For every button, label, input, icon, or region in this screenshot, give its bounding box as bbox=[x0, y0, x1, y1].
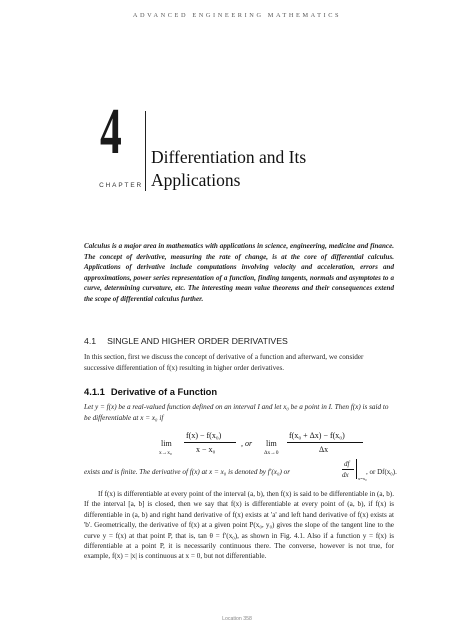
fraction-2-numerator: f(x₀ + Δx) − f(x₀) bbox=[289, 431, 345, 440]
chapter-title bbox=[151, 146, 411, 192]
subsection-number: 4.1.1 bbox=[84, 386, 105, 397]
location-indicator: Location 358 bbox=[222, 616, 252, 622]
chapter-abstract: Calculus is a major area in mathematics with applications in science, engineering, medicine and finance. The concept of derivative, measuring the rate of change, is at the core of differential calculus. Applications of derivative include computations involving velocity and acceleration, errors and approximations, power series representation of a function, finding tangents, normals and asymptotes to a curve, determining curvature, etc. The interesting mean value theorems and their consequences extend the scope of differential calculus further. bbox=[84, 242, 394, 303]
limit-1-subscript: x→x₀ bbox=[159, 450, 172, 456]
leibniz-numerator: df bbox=[344, 460, 350, 468]
chapter-label: CHAPTER bbox=[99, 182, 143, 189]
section-intro: In this section, first we discuss the concept of derivative of a function and afterward, we consider successive differentiation of f(x) resulting in higher order derivatives. bbox=[84, 353, 364, 372]
definition-text: Let y = f(x) be a real-valued function defined on an interval I and let x₀ be a point in I. Then f(x) is said to be differentiable at x = x₀ if bbox=[84, 403, 389, 422]
fraction-1-denominator: x − x₀ bbox=[196, 445, 216, 454]
leibniz-denominator: dx bbox=[342, 471, 349, 479]
or-separator: , or bbox=[241, 439, 253, 448]
running-head: ADVANCED ENGINEERING MATHEMATICS bbox=[132, 12, 342, 19]
section-number: 4.1 bbox=[84, 336, 97, 346]
fraction-2-bar bbox=[287, 442, 363, 443]
limit-1: lim bbox=[161, 439, 172, 448]
fraction-2-denominator: Δx bbox=[319, 445, 329, 454]
chapter-divider bbox=[145, 111, 146, 191]
notation-tail: , or Df(x₀). bbox=[366, 468, 397, 476]
limit-2: lim bbox=[266, 439, 277, 448]
subsection-title: Derivative of a Function bbox=[110, 386, 218, 397]
section-heading bbox=[84, 336, 404, 346]
derivative-notation bbox=[84, 460, 404, 481]
exists-text: exists and is finite. The derivative of f(x) at x = x₀ is denoted by f′(x₀) or bbox=[84, 468, 291, 476]
limit-2-subscript: Δx→0 bbox=[264, 450, 279, 456]
evaluation-bar bbox=[356, 459, 357, 479]
subsection-heading bbox=[84, 386, 404, 397]
fraction-1-bar bbox=[184, 442, 236, 443]
derivative-leibniz bbox=[336, 459, 406, 483]
leibniz-subscript: x=x₀ bbox=[358, 476, 367, 481]
chapter-number: 4 bbox=[100, 95, 122, 168]
differentiability-paragraph: If f(x) is differentiable at every point of the interval (a, b), then f(x) is said to be differentiable in (a, b). If the interval [a, b] is closed, then we say that f(x) is differentiable at every point of (a, b), if f(x) is differentiable in (a, b) and right hand derivative of f(x) exists at 'a' and left hand derivative of f(x) exists at 'b'. Geometrically, the derivative of f(x) at a given point P(x₀, y₀) gives the slope of the tangent line to the curve y = f(x) at that point P, that is, tan θ = f′(x₀), as shown in Fig. 4.1. Also if a function y = f(x) is differentiable at a point P, it is necessarily continuous there. The converse, however is not true, for example, f(x) = |x| is continuous at x = 0, but not differentiable. bbox=[84, 490, 394, 561]
chapter-title-line1: Differentiation and Its bbox=[151, 147, 307, 167]
chapter-title-line2: Applications bbox=[151, 170, 241, 190]
section-title: SINGLE AND HIGHER ORDER DERIVATIVES bbox=[107, 336, 288, 346]
fraction-1-numerator: f(x) − f(x₀) bbox=[186, 431, 222, 440]
